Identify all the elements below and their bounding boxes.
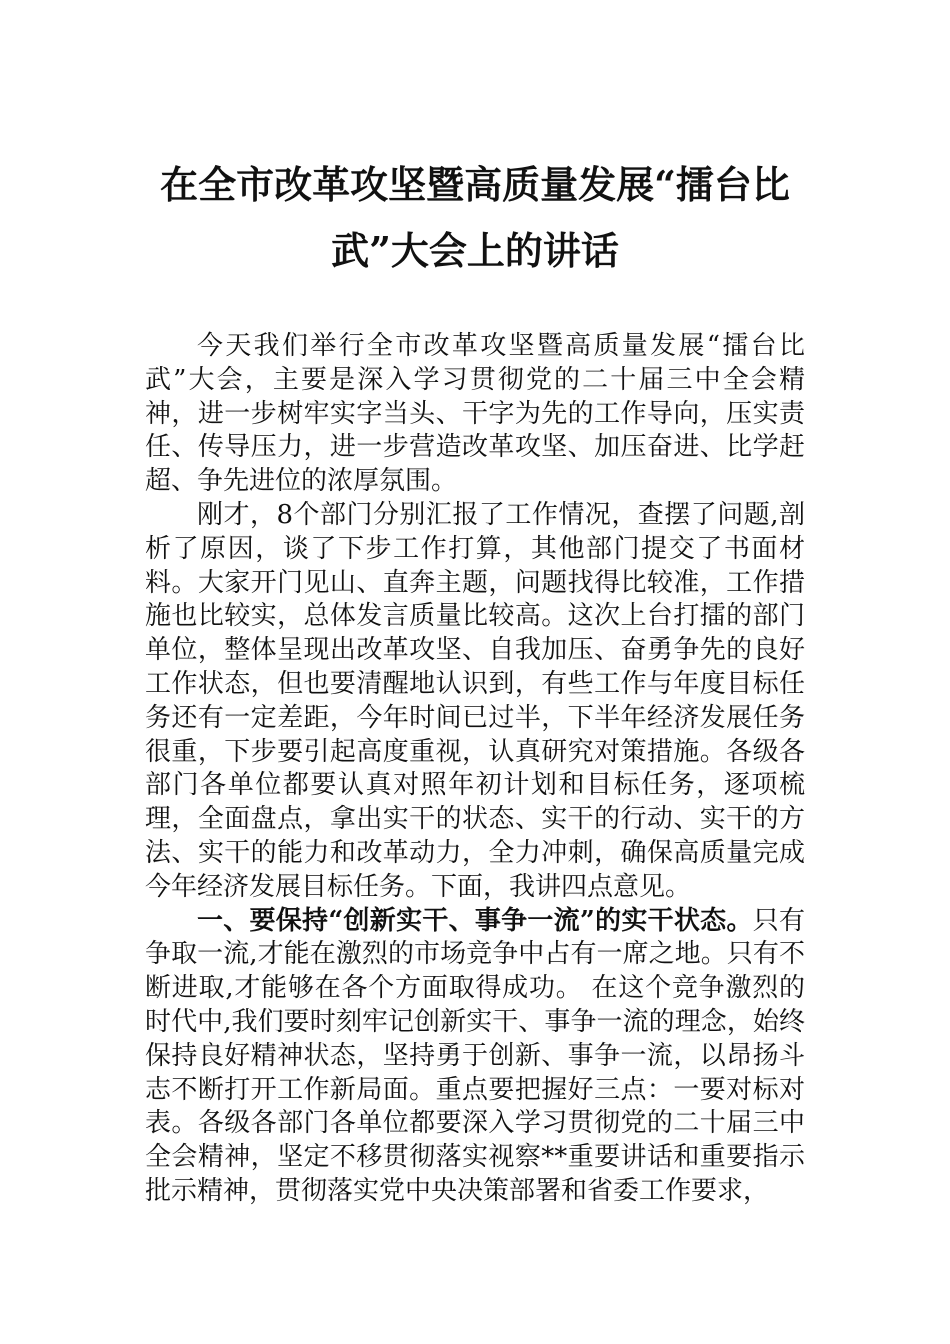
paragraph-intro: 今天我们举行全市改革攻坚暨高质量发展“擂台比武”大会，主要是深入学习贯彻党的二十届三中全会精神，进一步树牢实字当头、干字为先的工作导向，压实责任、传导压力，进一步营造改革攻坚、加压奋进、比学赶超、争先进位的浓厚氛围。 bbox=[145, 331, 805, 497]
section-1-heading: 一、要保持“创新实干、事争一流”的实干状态。 bbox=[197, 905, 753, 936]
document-title-line-2: 武”大会上的讲话 bbox=[331, 228, 619, 273]
section-1-text: 只有争取一流,才能在激烈的市场竞争中占有一席之地。只有不断进取,才能够在各个方面取得成功。 在这个竞争激烈的时代中,我们要时刻牢记创新实干、事争一流的理念，始终保持良好精神状态，坚持勇于创新、事争一流，以昂扬斗志不断打开工作新局面。重点要把握好三点：一要对标对表。各级各部门各单位都要深入学习贯彻党的二十届三中全会精神，坚定不移贯彻落实视察**重要讲话和重要指示批示精神，贯彻落实党中央决策部署和省委工作要求， bbox=[145, 905, 805, 1206]
document-body bbox=[145, 330, 805, 1209]
paragraph-section-1 bbox=[145, 905, 805, 1209]
document-title-line-1: 在全市改革攻坚暨高质量发展“擂台比 bbox=[160, 162, 790, 207]
paragraph-review: 刚才，8个部门分别汇报了工作情况，查摆了问题,剖析了原因，谈了下步工作打算，其他部门提交了书面材料。大家开门见山、直奔主题，问题找得比较准，工作措施也比较实，总体发言质量比较高。这次上台打擂的部门单位，整体呈现出改革攻坚、自我加压、奋勇争先的良好工作状态，但也要清醒地认识到，有些工作与年度目标任务还有一定差距，今年时间已过半，下半年经济发展任务很重，下步要引起高度重视，认真研究对策措施。各级各部门各单位都要认真对照年初计划和目标任务，逐项梳理，全面盘点，拿出实干的状态、实干的行动、实干的方法、实干的能力和改革动力，全力冲刺，确保高质量完成今年经济发展目标任务。下面，我讲四点意见。 bbox=[145, 499, 805, 902]
